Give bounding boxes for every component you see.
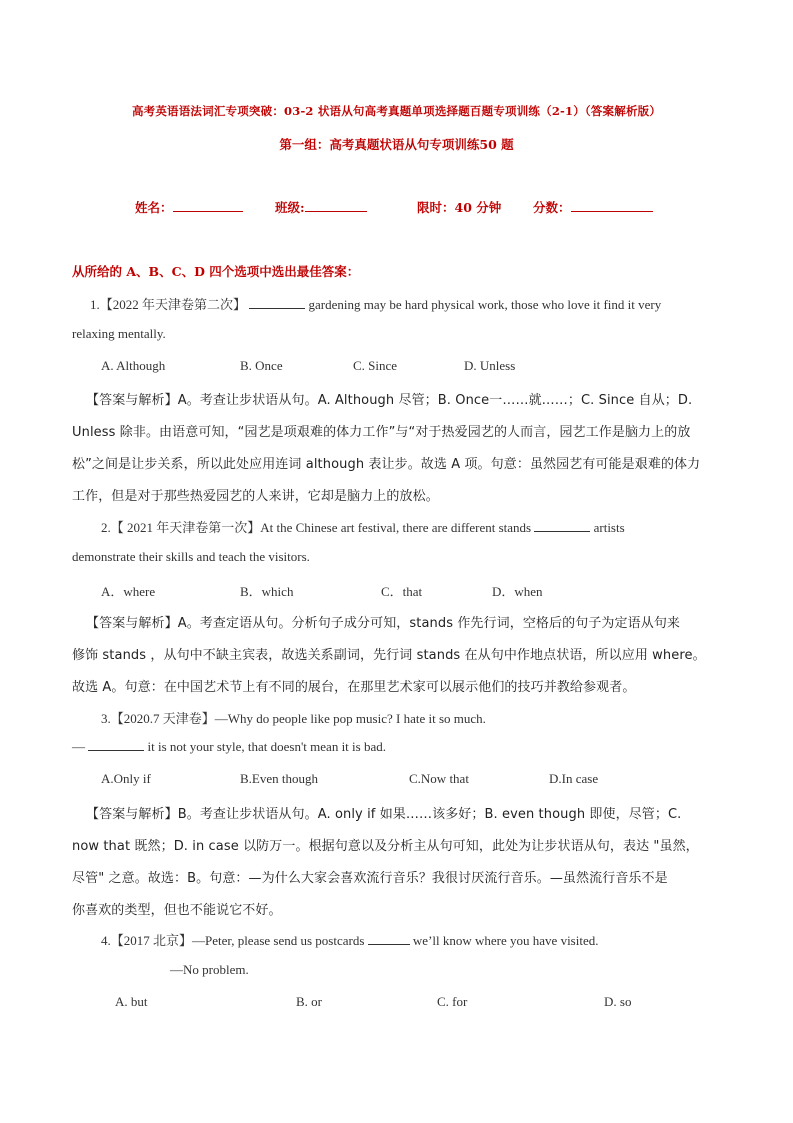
question-3-option-b: B.Even though <box>240 771 318 786</box>
question-3-stem-line2 <box>72 739 386 755</box>
question-1-option-b: B. Once <box>240 358 283 373</box>
question-3-answer-line3: 尽管" 之意。故选：B。句意：—为什么大家会喜欢流行音乐？我很讨厌流行音乐。—虽然流行音乐不是 <box>72 871 668 886</box>
question-1-stem-line2: relaxing mentally. <box>72 326 166 341</box>
question-2-stem <box>101 517 625 536</box>
question-3-stem: 3.【2020.7 天津卷】—Why do people like pop music? I hate it so much. <box>101 711 486 726</box>
question-4-stem <box>101 930 598 949</box>
question-1-option-c: C. Since <box>353 358 398 373</box>
question-2-option-a: A．where <box>101 584 156 599</box>
class-label: 班级: <box>275 200 305 215</box>
question-3-answer-line1: 【答案与解析】B。考查让步状语从句。A. only if 如果……该多好；B. even though 即使，尽管；C. <box>86 807 682 822</box>
score-label: 分数： <box>533 200 571 215</box>
time-limit: 限时：40 分钟 <box>417 200 502 215</box>
question-2-option-b: B．which <box>240 584 294 599</box>
instruction: 从所给的 A、B、C、D 四个选项中选出最佳答案： <box>72 264 360 279</box>
question-2-option-c: C．that <box>381 584 423 599</box>
question-4-stem-start: 4.【2017 北京】—Peter, please send us postcards <box>101 933 368 948</box>
question-3-option-a: A.Only if <box>101 771 151 786</box>
question-3-answer-line2: now that 既然；D. in case 以防万一。根据句意以及分析主从句可知，此处为让步状语从句，表达 "虽然， <box>72 839 699 854</box>
question-1-stem <box>90 294 661 313</box>
class-blank <box>305 199 367 212</box>
question-2-stem-end: artists <box>590 520 625 535</box>
question-2-stem-start: 2.【 2021 年天津卷第一次】At the Chinese art festival, there are different stands <box>101 520 535 535</box>
answer-blank <box>534 520 590 532</box>
document-subtitle: 第一组：高考真题状语从句专项训练50 题 <box>279 137 514 152</box>
question-3-option-c: C.Now that <box>409 771 469 786</box>
question-1-answer-line3: 松”之间是让步关系，所以此处应用连词 although 表让步。故选 A 项。句意：虽然园艺有可能是艰难的体力 <box>72 457 701 472</box>
question-3-answer-line4: 你喜欢的类型，但也不能说它不好。 <box>72 903 282 918</box>
document-title: 高考英语语法词汇专项突破：03-2 状语从句高考真题单项选择题百题专项训练（2-1）（答案解析版） <box>131 104 662 118</box>
question-4-stem-line2: —No problem. <box>170 962 249 977</box>
question-2-answer-line3: 故选 A。句意：在中国艺术节上有不同的展台，在那里艺术家可以展示他们的技巧并教给参观者。 <box>72 680 636 695</box>
question-3-option-d: D.In case <box>549 771 599 786</box>
question-4-stem-end: we’ll know where you have visited. <box>409 933 599 948</box>
question-4-option-a: A. but <box>115 994 148 1009</box>
name-label: 姓名： <box>135 200 173 215</box>
question-4-option-b: B. or <box>296 994 322 1009</box>
question-3-stem-line2-start: — <box>72 739 89 754</box>
question-2-option-d: D．when <box>492 584 543 599</box>
question-1-answer-line4: 工作，但是对于那些热爱园艺的人来讲，它却是脑力上的放松。 <box>72 489 439 504</box>
question-4-option-c: C. for <box>437 994 468 1009</box>
name-field <box>135 198 243 216</box>
question-2-answer-line2: 修饰 stands ，从句中不缺主宾表，故选关系副词，先行词 stands 在从句中作地点状语，所以应用 where。 <box>72 648 706 663</box>
question-4-option-d: D. so <box>604 994 632 1009</box>
name-blank <box>173 199 243 212</box>
answer-blank <box>249 297 305 309</box>
answer-blank <box>368 933 410 945</box>
question-1-answer-line2: Unless 除非。由语意可知，“园艺是项艰难的体力工作”与“对于热爱园艺的人而言，园艺工作是脑力上的放 <box>72 425 691 440</box>
question-1-option-d: D. Unless <box>464 358 516 373</box>
question-2-answer-line1: 【答案与解析】A。考查定语从句。分析句子成分可知，stands 作先行词，空格后的句子为定语从句来 <box>86 616 681 631</box>
answer-blank <box>88 739 144 751</box>
question-1-option-a: A. Although <box>101 358 166 373</box>
score-field <box>533 198 653 216</box>
question-2-stem-line2: demonstrate their skills and teach the visitors. <box>72 549 310 564</box>
question-1-stem-end: gardening may be hard physical work, those who love it find it very <box>305 297 662 312</box>
question-1-stem-start: 1.【2022 年天津卷第二次】 <box>90 297 250 312</box>
score-blank <box>571 199 653 212</box>
class-field <box>275 198 367 216</box>
question-3-stem-line2-end: it is not your style, that doesn't mean it is bad. <box>144 739 386 754</box>
question-1-answer-line1: 【答案与解析】A。考查让步状语从句。A. Although 尽管；B. Once一……就……；C. Since 自从；D. <box>86 393 693 408</box>
